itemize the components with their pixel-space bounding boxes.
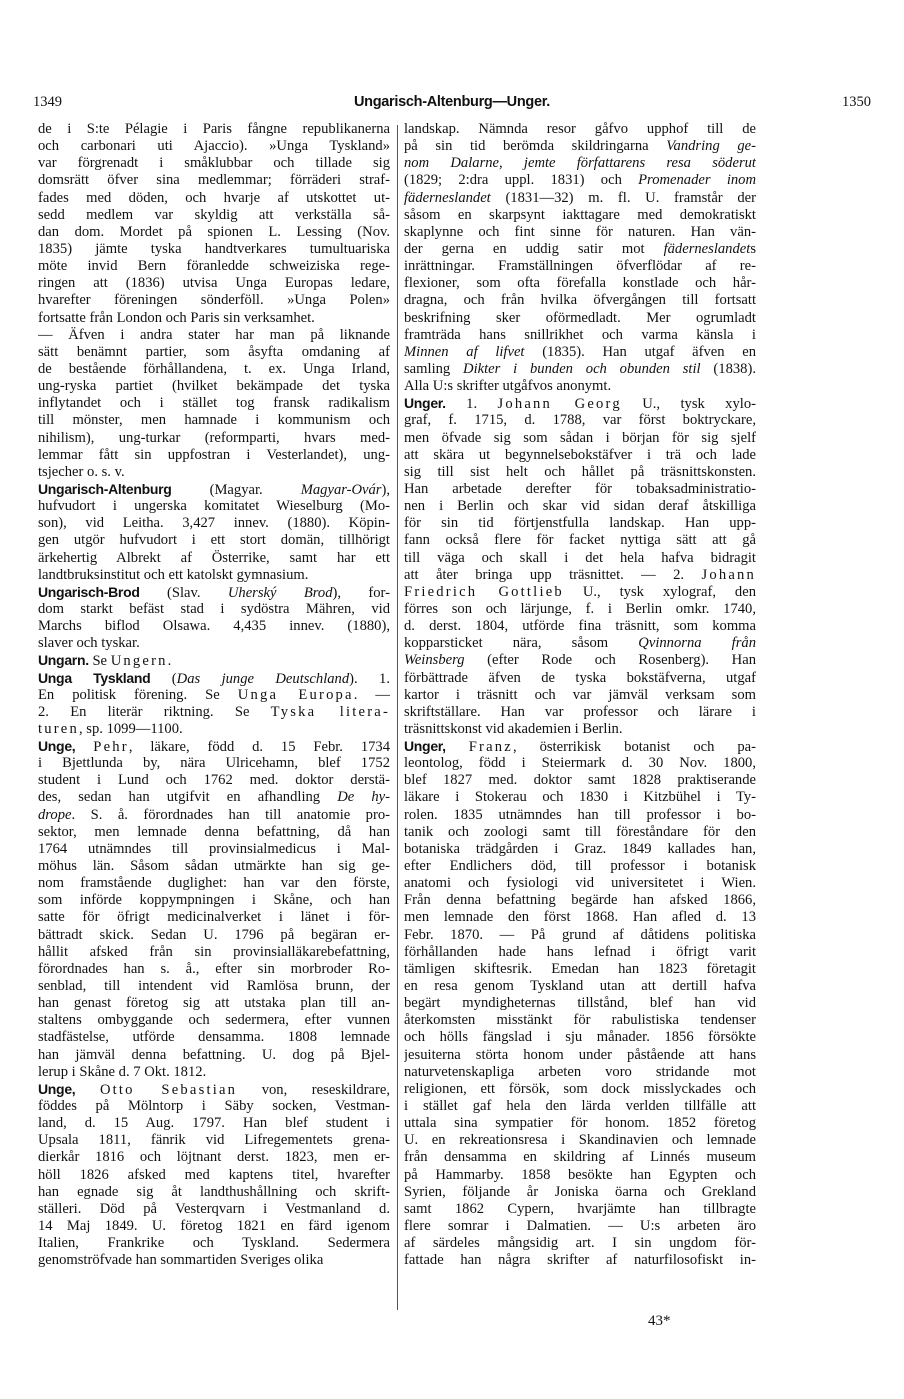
text-line: nen i Berlin och skar vid sidan deraf åtskilliga [404,498,756,515]
text-line: fades med döden, och hvarje af utskottet ut- [38,189,390,206]
text-line: flere somrar i Dalmatien. — U:s arbeten äro [404,1218,756,1234]
text-line: Alla U:s skrifter utgåfvos anonymt. [404,378,612,395]
text-line: En politisk förening. Se Unga Europa. — [38,686,390,703]
page-header [33,94,871,116]
text-line: 2. En literär riktning. Se Tyska litera- [38,703,390,720]
text-line: ung-ryska partiet (hvilket bekämpade det tyska [38,378,390,395]
text-line: (1829; 2:dra uppl. 1831) och Promenader inom [404,172,756,189]
text-line: 14 Maj 1849. U. företog 1821 en färd igenom [38,1218,390,1234]
text-line: Unge, Otto Sebastian von, reseskildrare, [38,1080,390,1098]
text-line: fattade han några skrifter af naturfilosofiskt in- [404,1252,756,1269]
text-line: sig till sist helt och hållet på träsnittskonsten. [404,463,756,480]
text-line: bättradt skick. Sedan U. 1796 på begäran er- [38,926,390,943]
text-line: samt 1862 Cypern, hvarjämte han tillbragte [404,1200,756,1217]
text-line: inflytandet och i stället tog fransk radikalism [38,395,390,412]
text-line: Från denna befattning begärde han afsked 1866, [404,892,756,909]
text-line: för sin tid förtjenstfulla landskap. Han upp- [404,515,756,532]
text-line: höll 1826 afsked med kaptens titel, hvarefter [38,1166,390,1183]
text-line: förres son och lärjunge, f. i Berlin omkr. 1740, [404,600,756,617]
text-line: U. en rekreationsresa i Skandinavien och lemnade [404,1132,756,1149]
text-line: kopparsticket nära, såsom Qvinnorna från [404,635,756,652]
text-line: men öfvade sig som sådan i början för sig sjelf [404,429,756,446]
text-line: nom Dalarne, jemte författarens resa söderut [404,155,756,172]
text-line: begärt myndigheternas tillstånd, blef han vid [404,995,756,1012]
text-line: men lemnade den först 1868. Han afled d. 13 [404,909,756,926]
text-line: staltens ombyggande och sedermera, efter vunnen [38,1012,390,1029]
text-line: d. derst. 1804, utförde fina träsnitt, som komma [404,618,756,635]
running-title: Ungarisch-Altenburg—Unger. [353,94,551,110]
text-line: inrättningar. Framställningen öfverflödar af re- [404,258,756,275]
text-line: fann också flere för facket nyttiga sätt att gå [404,532,756,549]
text-line: sektor, men lemnade denna befattning, då han [38,823,390,840]
text-line: satte för öfrigt medicinalverket i länet i för- [38,909,390,926]
text-line: Italien, Frankrike och Tyskland. Sedermera [38,1235,390,1252]
text-line: Minnen af lifvet (1835). Han utgaf äfven en [404,343,756,360]
text-line: hufvudort i ungerska komitatet Wieselburg (Mo- [38,498,390,515]
text-line: på sin tid berömda skildringarna Vandring ge- [404,138,756,155]
text-line: var förgrenadt i småklubbar och tillade sig [38,155,390,172]
text-line: tanik och zoologi samt till föreståndare för den [404,823,756,840]
text-line: uttala sina sympatier för honom. 1852 företog [404,1115,756,1132]
text-line: samling Dikter i bunden och obunden stil (1838). [404,360,756,377]
text-line: han genast företog sig att utstaka plan till an- [38,995,390,1012]
text-line: rolen. 1835 utnämndes han till professor i bo- [404,806,756,823]
text-line: i Bjettlunda by, nära Ulricehamn, blef 1752 [38,755,390,772]
text-line: till väga och skall i det hela hafva bidragit [404,549,756,566]
text-line: träsnittskonst vid akademien i Berlin. [404,720,623,737]
text-line: dragna, och från hvilka öfvergången till fortsatt [404,292,756,309]
text-line: föddes på Mölntorp i Säby socken, Vestman- [38,1098,390,1115]
text-line: Ungarisch-Altenburg (Magyar. Magyar-Ovár), [38,480,390,498]
text-line: student i Lund och 1762 med. doktor derstä- [38,772,390,789]
text-line: religionen, ett försök, som dock misslyckades och [404,1080,756,1097]
text-line: läkare i Stokerau och 1830 i Kitzbühel i Ty- [404,789,756,806]
text-line: landskap. Nämnda resor gåfvo upphof till de [404,121,756,137]
text-line: förhållanden hade hans lefnad i öfrigt varit [404,943,756,960]
text-line: han egnade sig åt landthushållning och skrift- [38,1183,390,1200]
text-line: tämligen skiftesrik. Emedan han 1823 företagit [404,960,756,977]
text-line: såsom en skarpsynt iakttagare med demokratiskt [404,206,756,223]
text-line: sätt benämnt partier, som åsyfta omdaning af [38,343,390,360]
page-number-right: 1350 [842,94,871,110]
text-line: der gerna en uddig satir mot fäderneslandets [404,240,756,257]
text-line: Unger, Franz, österrikisk botanist och pa- [404,738,756,756]
text-line: genomströfvade han sommartiden Sveriges olika [38,1252,324,1269]
text-line: land, d. 15 Aug. 1797. Han blef student i [38,1115,390,1132]
left-column [38,121,390,1269]
text-line: efter Endlichers död, till professor i botanisk [404,858,756,875]
text-line: till mönster, men hamnade i kommunism och [38,412,390,429]
text-line: skaplynne och fint sinne för naturen. Han vän- [404,223,756,240]
text-line: des, sedan han utgifvit en afhandling De hy- [38,789,390,806]
text-line: Ungarisch-Brod (Slav. Uherský Brod), for- [38,583,390,601]
text-line: drope. S. å. förordnades han till anatomie pro- [38,806,390,823]
text-line: och carbonari uti Ajaccio). »Unga Tyskland» [38,138,390,155]
text-line: nom framstående duglighet: han var den förste, [38,875,390,892]
text-line: ringen att (1836) utvisa Unga Europas ledare, [38,275,390,292]
text-line: Marchs biflod Olsawa. 4,435 innev. (1880), [38,618,390,635]
text-line: ställeri. Död på Vesterqvarn i Vestmanland d. [38,1200,390,1217]
text-line: blef 1827 med. doktor samt 1828 praktiserande [404,772,756,789]
text-line: gen utgör hufvudort i ett stort domän, tillhörigt [38,532,390,549]
text-line: Ungarn. Se Ungern. [38,652,172,670]
text-line: från densamma en skildring af Linnés museum [404,1149,756,1166]
text-line: senblad, till intendent vid Ramlösa brunn, der [38,978,390,995]
text-line: som införde koppympningen i Skåne, och han [38,892,390,909]
text-line: graf, f. 1715, d. 1788, var först boktryckare, [404,412,756,429]
text-line: framträda hans snillrikhet och varma känsla i [404,326,756,343]
text-line: hvarefter föreningen sönderföll. »Unga Polen» [38,292,390,309]
text-line: hållit afsked från sin provinsialläkarebefattning, [38,943,390,960]
text-line: dom starkt befäst stad i sydöstra Mähren, vid [38,600,390,617]
text-line: på Hammarby. 1858 besökte han Egypten och [404,1166,756,1183]
text-line: sedd medlem var skyldig att verkställa så- [38,206,390,223]
text-line: leontolog, född i Steiermark d. 30 Nov. 1800, [404,755,756,772]
text-line: i stället gaf hela den lärda verlden tillfälle att [404,1098,756,1115]
signature-mark: 43* [648,1313,671,1329]
text-line: fäderneslandet (1831—32) m. fl. U. framstår der [404,189,756,206]
text-line: Weinsberg (efter Rode och Rosenberg). Han [404,652,756,669]
text-line: de i S:te Pélagie i Paris fångne republikanerna [38,121,390,137]
text-line: Febr. 1870. — På grund af dåtidens politiska [404,926,756,943]
text-line: jesuiterna störta honom under påstående att hans [404,1046,756,1063]
text-line: och hölls fängslad i sju månader. 1856 försökte [404,1029,756,1046]
text-line: domsrätt öfver sina medlemmar; förräderi straf- [38,172,390,189]
text-line: Unge, Pehr, läkare, född d. 15 Febr. 1734 [38,738,390,756]
text-line: fortsatte från London och Paris sin verksamhet. [38,309,315,326]
text-line: botaniska trädgården i Graz. 1849 kallades han, [404,840,756,857]
text-line: Unger. 1. Johann Georg U., tysk xylo- [404,395,756,413]
right-column [404,121,756,1269]
column-divider [397,125,398,1310]
text-line: flexioner, som ofta förefalla konstlade och hår- [404,275,756,292]
text-line: landtbruksinstitut och ett katolskt gymnasium. [38,566,309,583]
text-line: Han arbetade derefter för tobaksadministratio- [404,480,756,497]
text-line: beskrifning sker oförmedladt. Mer ogrumladt [404,309,756,326]
text-line: son), vid Leitha. 3,427 innev. (1880). Köpin- [38,515,390,532]
text-line: dan dom. Mordet på spionen L. Lessing (Nov. [38,223,390,240]
text-line: de bestående förhållandena, t. ex. Unga Irland, [38,360,390,377]
text-line: att åter bringa upp träsnittet. — 2. Johann [404,566,756,583]
text-line: anatomi och fysiologi vid universitetet i Wien. [404,875,756,892]
text-line: förordnades han s. å., efter sin morbroder Ro- [38,960,390,977]
text-line: Friedrich Gottlieb U., tysk xylograf, den [404,583,756,600]
text-line: turen, sp. 1099—1100. [38,720,183,737]
text-line: 1764 utnämndes till provinsialmedicus i Mal- [38,840,390,857]
text-line: ärkehertig Albrekt af Österrike, samt har ett [38,549,390,566]
text-line: kartor i träsnitt och var jämväl verksam som [404,686,756,703]
text-line: han jämväl denna befattning. U. dog på Bjel- [38,1046,390,1063]
text-line: möte invid Bern föranledde schweiziska rege- [38,258,390,275]
text-line: dierkår 1816 och löjtnant derst. 1823, men er- [38,1149,390,1166]
text-line: stadfästelse, utförde densamma. 1808 lemnade [38,1029,390,1046]
text-line: en resa genom Tyskland utan att dertill hafva [404,978,756,995]
text-line: — Äfven i andra stater har man på liknande [38,326,390,343]
text-line: af särdeles mångsidig art. I sin ungdom för- [404,1235,756,1252]
text-line: skriftställare. Han var professor och lärare i [404,703,756,720]
text-line: 1835) jämte tyska handtverkares tumultuariska [38,240,390,257]
text-line: tsjecher o. s. v. [38,463,125,480]
text-line: naturvetenskapliga arbeten voro stridande mot [404,1063,756,1080]
text-line: återkomsten misstänkt för rabulistiska tendenser [404,1012,756,1029]
text-line: nihilism), ung-turkar (reformparti, hvars med- [38,429,390,446]
text-line: möhus län. Såsom sådan utmärkte han sig ge- [38,858,390,875]
text-line: Unga Tyskland (Das junge Deutschland). 1. [38,669,390,687]
text-line: lemmar fått sin uppfostran i Vesterlandet), ung- [38,446,390,463]
text-line: Upsala 1811, fänrik vid Lifregementets grena- [38,1132,390,1149]
page-number-left: 1349 [33,94,62,110]
text-line: Syrien, följande år Joniska öarna och Grekland [404,1183,756,1200]
text-line: lerup i Skåne d. 7 Okt. 1812. [38,1063,207,1080]
text-line: slaver och tyskar. [38,635,140,652]
text-line: förbättrade äfven de tyska bokstäfverna, utgaf [404,669,756,686]
text-line: att skära ut begynnelsebokstäfver i trä och lade [404,446,756,463]
